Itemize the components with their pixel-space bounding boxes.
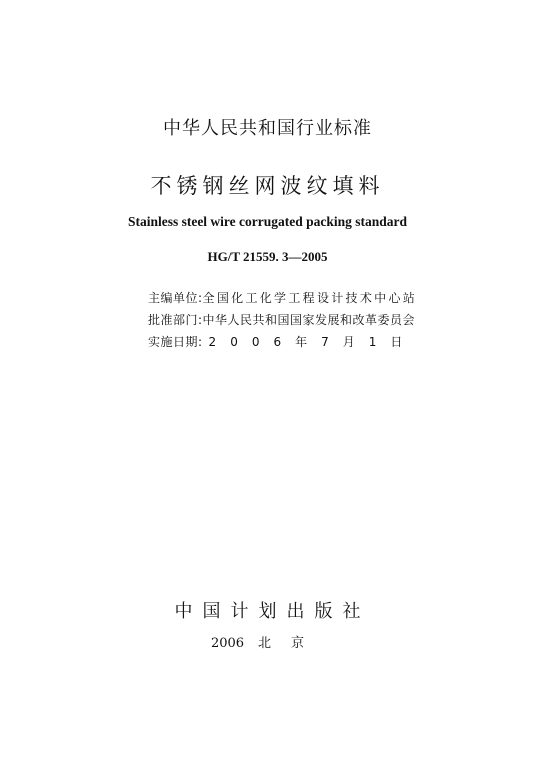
- title-chinese: 不锈钢丝网波纹填料: [150, 174, 385, 198]
- publication-city: 北京: [258, 636, 325, 651]
- standard-code: HG/T 21559. 3—2005: [207, 249, 328, 264]
- effective-date-label: 实施日期:: [148, 335, 203, 349]
- publisher-name: 中国计划出版社: [174, 601, 371, 622]
- editor-unit-label: 主编单位:: [148, 291, 203, 305]
- date-year-digit-4: 6: [273, 335, 282, 349]
- editor-unit-value: 全国化工化学工程设计技术中心站: [202, 291, 418, 305]
- date-year-char: 年: [295, 335, 308, 349]
- publication-year-city: [0, 632, 535, 651]
- date-month-char: 月: [342, 335, 355, 349]
- effective-date-row: [148, 333, 416, 350]
- date-year-digit-3: 0: [251, 335, 260, 349]
- effective-date-value: [203, 335, 417, 349]
- title-english: Stainless steel wire corrugated packing standard: [127, 214, 408, 229]
- standard-category: 中华人民共和国行业标准: [163, 118, 372, 139]
- date-day: 1: [368, 335, 377, 349]
- publication-year: 2006: [210, 636, 245, 651]
- date-day-char: 日: [390, 335, 403, 349]
- approval-dept-row: [148, 311, 415, 328]
- date-month: 7: [321, 335, 329, 349]
- editor-unit-row: [148, 289, 417, 306]
- date-year-digit-1: 2: [208, 335, 217, 349]
- approval-dept-value: 中华人民共和国国家发展和改革委员会: [202, 313, 416, 327]
- date-year-digit-2: 0: [230, 335, 238, 349]
- approval-dept-label: 批准部门:: [148, 313, 203, 327]
